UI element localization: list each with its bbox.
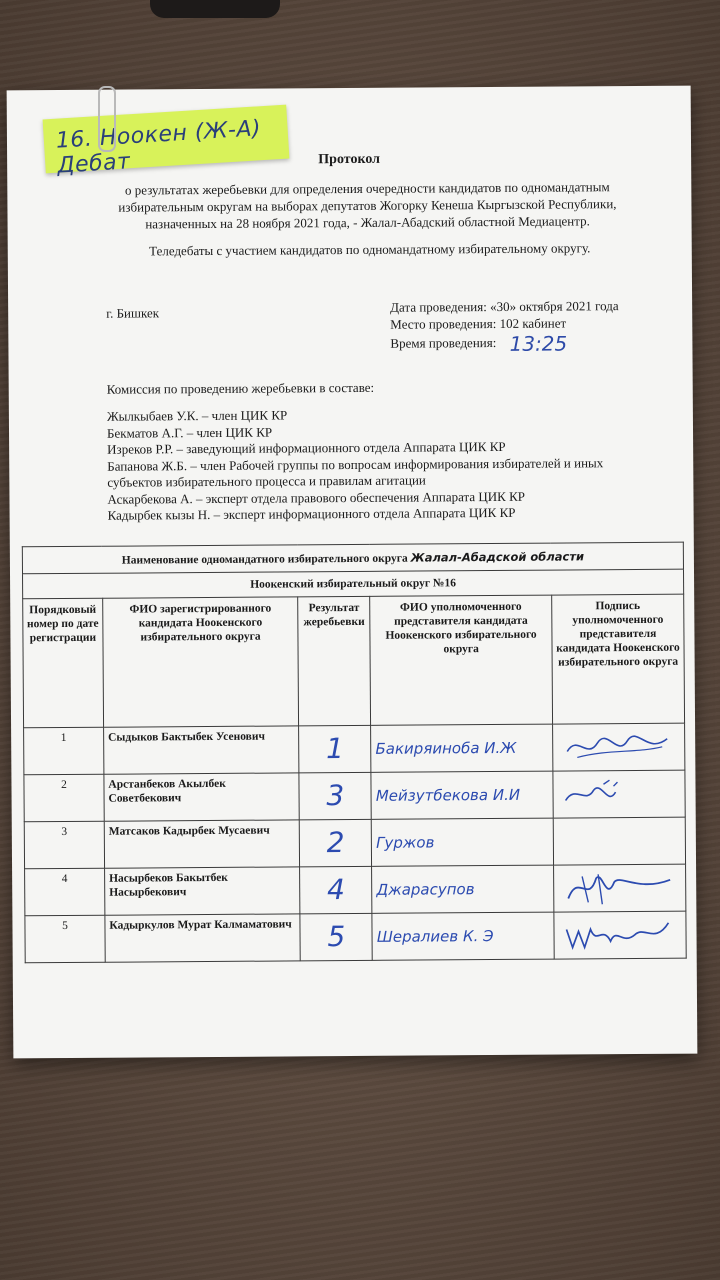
- meeting-date: Дата проведения: «30» октября 2021 года: [390, 298, 619, 315]
- draw-result: 1: [299, 725, 371, 773]
- signature: [553, 770, 685, 818]
- col-header-representative: ФИО уполномоченного представителя кандидата Ноокенского избирательного округа: [370, 595, 553, 725]
- sticky-note-text: 16. Ноокен (Ж-А) Дебат: [55, 116, 262, 179]
- row-number: 5: [25, 915, 105, 963]
- member-line: Бапанова Ж.Б. – член Рабочей группы по вопросам информирования избирателей и иных: [107, 454, 604, 474]
- page-title: Протокол: [318, 151, 381, 168]
- subtitle-line: о результатах жеребьевки для определения очередности кандидатов по одномандатным: [124, 179, 610, 198]
- candidate-name: Кадыркулов Мурат Калмаматович: [105, 914, 301, 962]
- meeting-meta: [390, 297, 619, 356]
- row-number: 4: [25, 868, 105, 916]
- member-line: Жылкыбаев У.К. – член ЦИК КР: [106, 407, 288, 424]
- row-number: 2: [24, 774, 104, 822]
- candidate-name: Сыдыков Бактыбек Усенович: [104, 726, 300, 774]
- table-column-headers: [23, 594, 685, 728]
- signature: [554, 864, 686, 912]
- col-header-result: Результат жеребьевки: [298, 596, 371, 725]
- signature: [553, 723, 685, 771]
- okrug-title: Ноокенский избирательный округ №16: [23, 569, 684, 599]
- meeting-place: Место проведения: 102 кабинет: [390, 315, 567, 332]
- meeting-time-value: 13:25: [509, 331, 568, 356]
- representative-name: Джарасупов: [372, 865, 554, 913]
- subtitle-line: назначенных на 28 ноября 2021 года, - Жалал-Абадский областной Медиацентр.: [145, 213, 590, 232]
- member-line: Бекматов А.Г. – член ЦИК КР: [106, 424, 273, 441]
- representative-name: Бакиряиноба И.Ж: [371, 724, 553, 772]
- draw-result: 4: [300, 866, 372, 914]
- member-line: Изреков Р.Р. – заведующий информационного отдела Аппарата ЦИК КР: [107, 438, 506, 457]
- draw-result: 3: [299, 772, 371, 820]
- col-header-candidate: ФИО зарегистрированного кандидата Ноокенского избирательного округа: [103, 597, 299, 727]
- signature: [554, 911, 686, 959]
- table-row: [25, 911, 686, 963]
- representative-name: Мейзутбекова И.И: [371, 771, 553, 819]
- city-label: г. Бишкек: [106, 305, 160, 321]
- table-row: [24, 723, 685, 775]
- member-line: субъектов избирательного процесса и правилам агитации: [107, 472, 426, 490]
- candidate-name: Насырбеков Бакытбек Насырбекович: [104, 867, 300, 915]
- document-subtitle: [97, 178, 637, 233]
- debate-line: Теледебаты с участием кандидатов по одномандатному избирательному округу.: [149, 240, 591, 259]
- signature: [553, 817, 685, 865]
- draw-result: 2: [300, 819, 372, 867]
- member-line: Аскарбекова А. – эксперт отдела правового обеспечения Аппарата ЦИК КР: [107, 488, 526, 507]
- commission-members: [107, 405, 668, 524]
- table-row: [25, 864, 686, 916]
- representative-name: Гуржов: [371, 818, 553, 866]
- candidate-name: Арстанбеков Акылбек Советбекович: [104, 773, 300, 821]
- draw-results-table: [22, 542, 687, 964]
- subtitle-line: избирательным округам на выборах депутатов Жогорку Кенеша Кыргызской Республики,: [118, 196, 617, 215]
- candidate-name: Матсаков Кадырбек Мусаевич: [104, 820, 300, 868]
- district-header-suffix: Жалал-Абадской области: [410, 549, 585, 565]
- row-number: 3: [24, 821, 104, 869]
- table-row: [24, 817, 685, 869]
- paperclip-icon: [98, 86, 116, 152]
- table-row: [24, 770, 685, 822]
- background-object: [150, 0, 280, 18]
- meeting-time-label: Время проведения:: [390, 334, 497, 351]
- commission-title: Комиссия по проведению жеребьевки в составе:: [106, 379, 375, 397]
- district-header-prefix: Наименование одномандатного избирательного округа: [121, 552, 408, 567]
- col-header-signature: Подпись уполномоченного представителя кандидата Ноокенского избирательного округа: [552, 594, 685, 724]
- draw-result: 5: [300, 913, 372, 961]
- representative-name: Шералиев К. Э: [372, 912, 554, 960]
- member-line: Кадырбек кызы Н. – эксперт информационного отдела Аппарата ЦИК КР: [107, 504, 516, 523]
- protocol-document: [7, 86, 698, 1059]
- col-header-number: Порядковый номер по дате регистрации: [23, 598, 104, 728]
- row-number: 1: [24, 727, 104, 775]
- meeting-time: [390, 331, 619, 356]
